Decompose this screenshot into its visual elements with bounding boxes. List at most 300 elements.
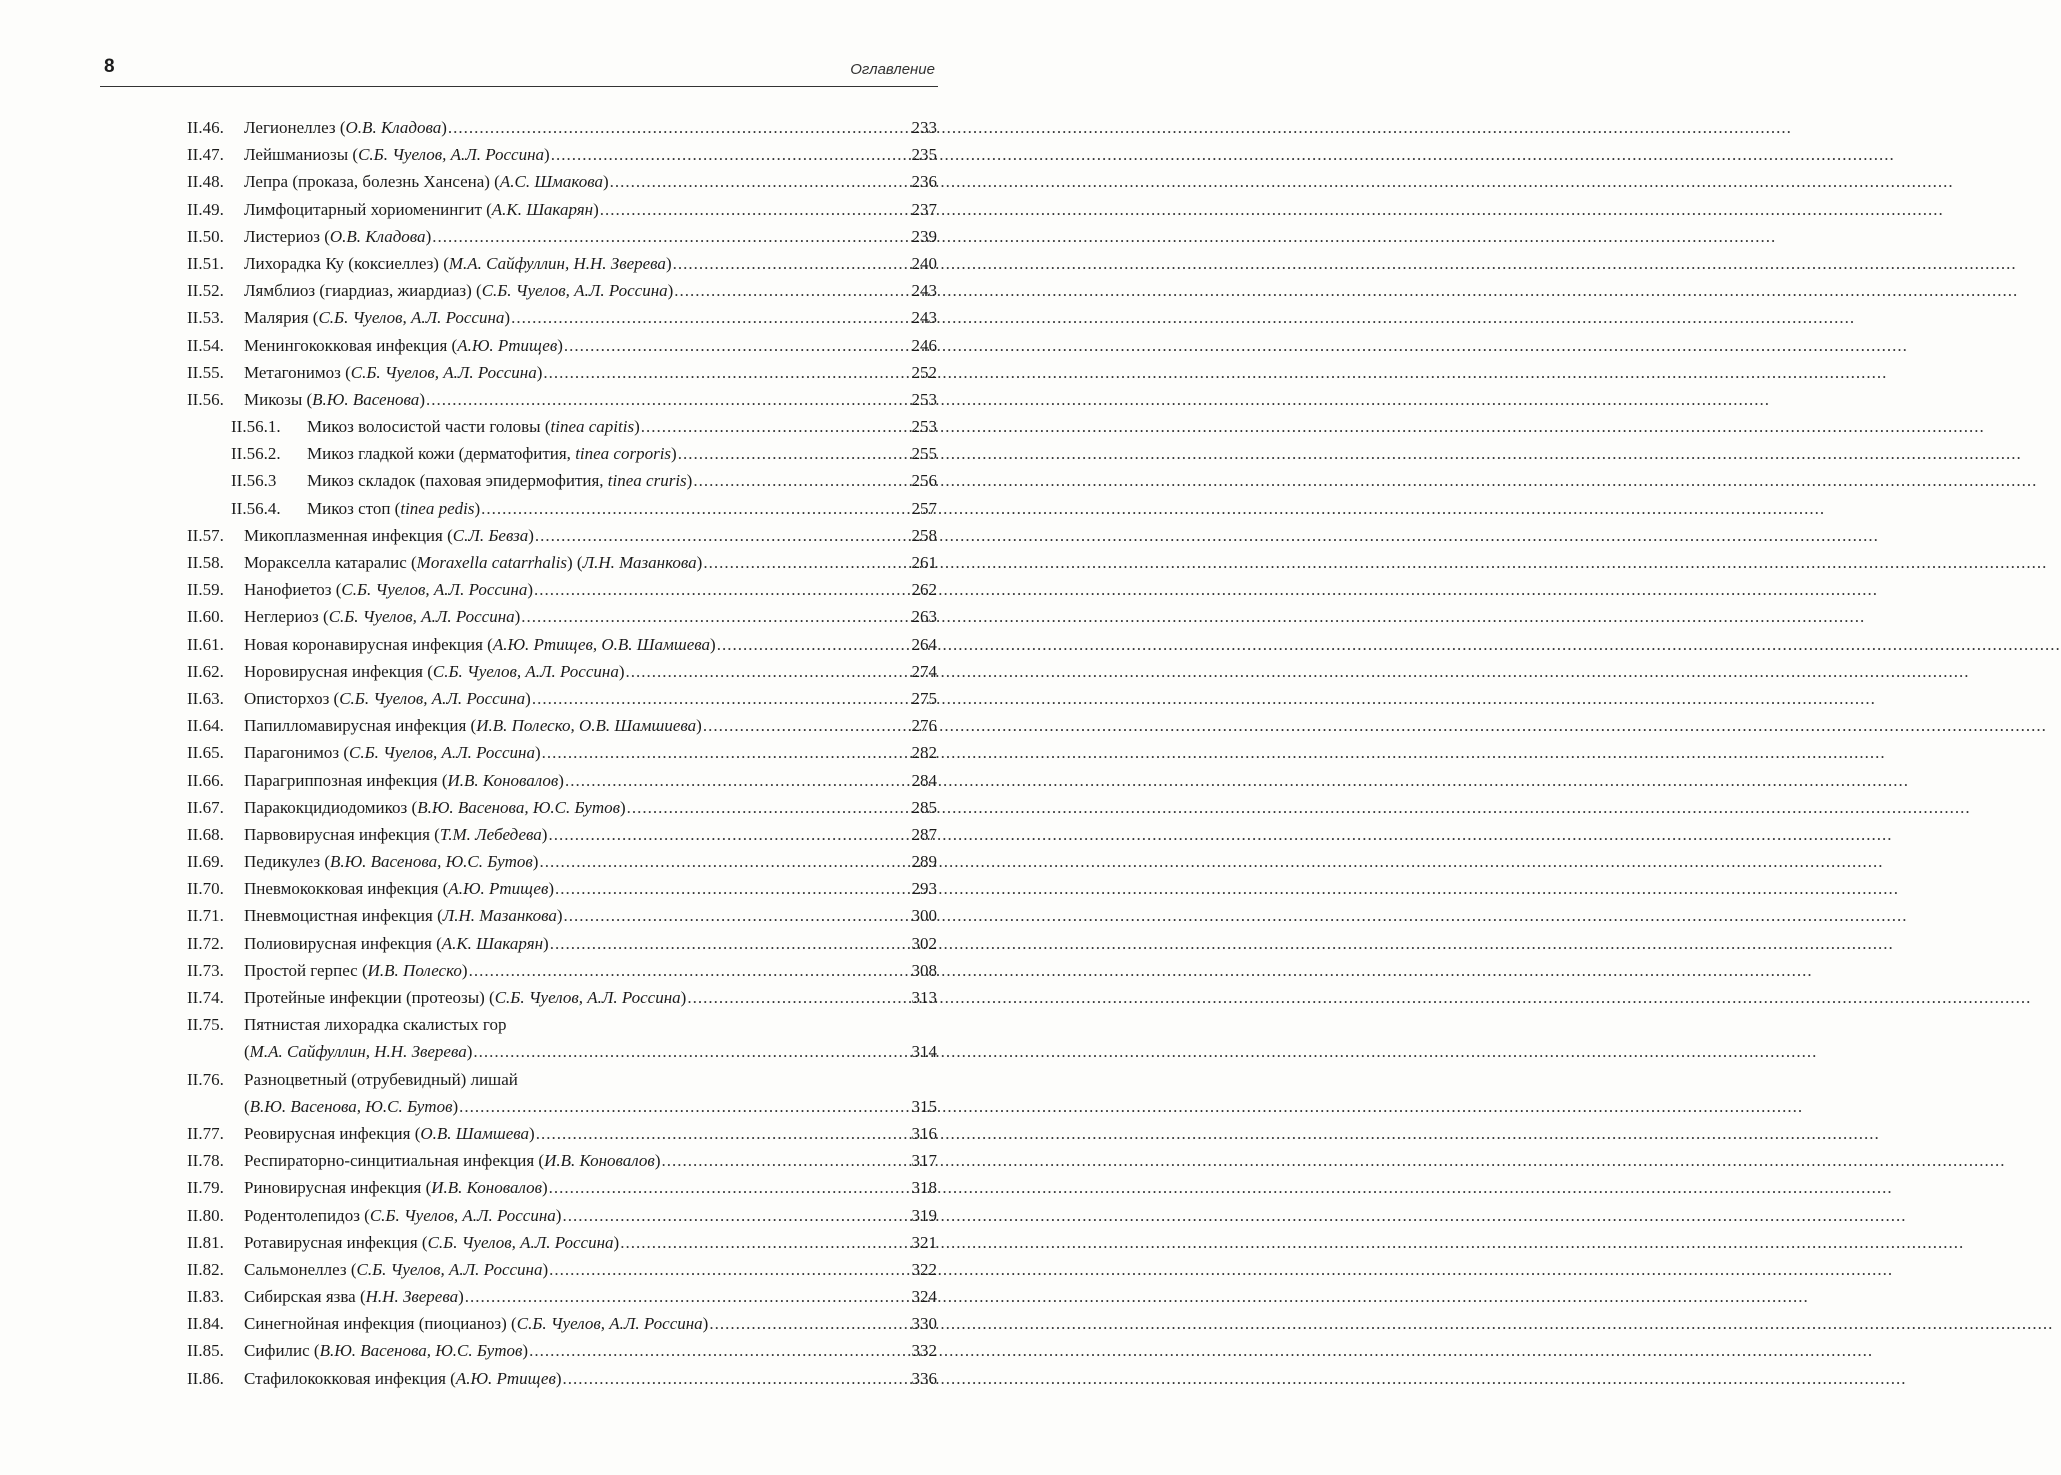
- entry-page-number: 330: [911, 1314, 937, 1334]
- close-paren: ): [504, 308, 511, 328]
- entry-title: [244, 332, 563, 359]
- entry-title: [244, 875, 554, 902]
- entry-author: О.В. Шамшева: [420, 1123, 530, 1143]
- entry-title-text: Стафилококковая инфекция (: [244, 1368, 456, 1388]
- entry-title: [244, 141, 550, 168]
- dot-leader: [610, 168, 911, 195]
- toc-entry[interactable]: [187, 1310, 937, 1337]
- entry-title-text: Синегнойная инфекция (пиоцианоз) (: [244, 1314, 517, 1334]
- entry-number: II.46.: [187, 118, 224, 137]
- entry-number: II.78.: [187, 1151, 224, 1171]
- entry-page-number: 314: [911, 1042, 937, 1062]
- dot-leader: [481, 495, 910, 522]
- entry-page-number: 256: [911, 471, 937, 491]
- entry-number: II.84.: [187, 1314, 224, 1334]
- toc-entry[interactable]: [187, 1229, 937, 1256]
- toc-entry[interactable]: [187, 141, 937, 168]
- entry-number: II.79.: [187, 1178, 224, 1198]
- close-paren: ): [541, 824, 548, 844]
- entry-author: С.Б. Чуелов, А.Л. Россина: [356, 1259, 543, 1279]
- entry-title-text: Педикулез (: [244, 852, 330, 872]
- dot-leader: [426, 386, 911, 413]
- entry-title-text: Пятнистая лихорадка скалистых гор: [244, 1015, 507, 1035]
- entry-page-number: 321: [911, 1232, 937, 1252]
- toc-entry[interactable]: [187, 1174, 937, 1201]
- entry-title-text: Протейные инфекции (протеозы) (: [244, 988, 495, 1007]
- entry-author: С.Б. Чуелов, А.Л. Россина: [494, 988, 681, 1007]
- toc-entry[interactable]: [187, 794, 937, 821]
- entry-author: С.Б. Чуелов, А.Л. Россина: [432, 661, 619, 681]
- toc-entry[interactable]: [187, 902, 937, 929]
- toc-line: [187, 1066, 937, 1093]
- toc-line: [187, 1229, 937, 1256]
- entry-page-number: 336: [911, 1368, 937, 1388]
- close-paren: ): [466, 1042, 473, 1062]
- dot-leader: [534, 576, 910, 603]
- toc-entry[interactable]: [187, 196, 937, 223]
- close-paren: ): [544, 145, 550, 165]
- entry-page-number: 246: [911, 335, 937, 355]
- entry-author: С.Б. Чуелов, А.Л. Россина: [369, 1205, 556, 1225]
- entry-page-number: 318: [911, 1178, 937, 1198]
- entry-number: II.81.: [187, 1232, 224, 1252]
- toc-line: [187, 332, 937, 359]
- entry-author: Н.Н. Зверева: [365, 1287, 459, 1307]
- dot-leader: [532, 685, 911, 712]
- entry-number: II.69.: [187, 852, 224, 872]
- entry-title: [244, 359, 542, 386]
- entry-title: [307, 495, 480, 522]
- dot-leader: [703, 549, 910, 576]
- entry-number: II.72.: [187, 933, 224, 953]
- toc-line: [187, 304, 937, 331]
- entry-title-text: Микоз стоп (: [307, 498, 401, 518]
- toc-entry[interactable]: [187, 1120, 937, 1147]
- toc-line: [187, 413, 937, 440]
- entry-author: tinea capitis: [550, 417, 635, 437]
- entry-number: II.51.: [187, 253, 224, 273]
- entry-title: [244, 794, 626, 821]
- entry-number: II.74.: [187, 988, 224, 1007]
- toc-entry[interactable]: [187, 767, 937, 794]
- entry-page-number: 332: [911, 1341, 937, 1361]
- toc-entry[interactable]: [187, 1011, 937, 1065]
- toc-entry[interactable]: [187, 332, 937, 359]
- entry-number: II.65.: [187, 743, 224, 763]
- entry-title: [244, 821, 547, 848]
- entry-title-text: Сифилис (: [244, 1341, 320, 1361]
- entry-page-number: 316: [911, 1123, 937, 1143]
- entry-page-number: 284: [911, 770, 937, 790]
- close-paren: ): [548, 879, 555, 899]
- entry-title: [244, 902, 563, 929]
- entry-page-number: 317: [911, 1151, 937, 1171]
- entry-page-number: 289: [911, 852, 937, 872]
- entry-title-text: Метагонимоз (: [244, 362, 351, 382]
- entry-title-text: Малярия (: [244, 308, 319, 328]
- entry-title-text: Норовирусная инфекция (: [244, 661, 433, 681]
- dot-leader: [564, 332, 911, 359]
- entry-number: II.56.1.: [231, 417, 281, 437]
- entry-number: II.56.2.: [231, 444, 281, 464]
- toc-line: [187, 1202, 937, 1229]
- page-number: 8: [104, 56, 115, 77]
- entry-title-text: Лямблиоз (гиардиаз, жиардиаз) (: [244, 281, 482, 301]
- dot-leader: [564, 902, 911, 929]
- toc-line: [187, 902, 937, 929]
- toc-line: [187, 114, 937, 141]
- toc-line: [187, 1256, 937, 1283]
- entry-title-text: Ротавирусная инфекция (: [244, 1232, 428, 1252]
- entry-title-text: Микоз волосистой части головы (: [307, 417, 551, 437]
- entry-page-number: 263: [911, 607, 937, 627]
- toc-line: [187, 549, 937, 576]
- entry-number: II.49.: [187, 199, 224, 219]
- toc-entry[interactable]: [187, 603, 937, 630]
- entry-page-number: 287: [911, 824, 937, 844]
- entry-author: С.Б. Чуелов, А.Л. Россина: [328, 607, 515, 627]
- toc-entry[interactable]: [187, 1202, 937, 1229]
- entry-title-text: Парагонимоз (: [244, 743, 349, 763]
- entry-title: [244, 1066, 518, 1093]
- entry-title-text: Микоплазменная инфекция (: [244, 525, 453, 545]
- entry-number: II.83.: [187, 1287, 224, 1307]
- toc-line: [187, 522, 937, 549]
- entry-title-text: Новая коронавирусная инфекция (: [244, 634, 493, 654]
- toc-entry[interactable]: [187, 304, 937, 331]
- entry-author: В.Ю. Васенова, Ю.С. Бутов: [329, 852, 533, 872]
- entry-number: II.80.: [187, 1205, 224, 1225]
- toc-subentry[interactable]: [187, 467, 937, 494]
- toc-entry[interactable]: [187, 658, 937, 685]
- close-paren: ): [536, 362, 543, 382]
- close-paren: ): [665, 253, 672, 273]
- close-paren: ): [555, 1368, 562, 1388]
- toc-line: [187, 930, 937, 957]
- entry-title: [244, 930, 549, 957]
- entry-number: II.57.: [187, 525, 224, 545]
- entry-page-number: 293: [911, 879, 937, 899]
- entry-title-text: Простой герпес (: [244, 960, 368, 980]
- dot-leader: [600, 196, 911, 223]
- dot-leader: [661, 1147, 910, 1174]
- entry-title: [244, 223, 431, 250]
- entry-author-2: Л.Н. Мазанкова: [582, 553, 697, 572]
- dot-leader: [562, 1202, 910, 1229]
- toc-line: [187, 739, 937, 766]
- table-of-contents: [187, 114, 937, 1392]
- entry-author: В.Ю. Васенова, Ю.С. Бутов: [417, 797, 620, 817]
- entry-page-number: 308: [911, 960, 937, 980]
- entry-author: А.Ю. Ртищев: [455, 1368, 556, 1388]
- dot-leader: [550, 930, 911, 957]
- entry-author: М.А. Сайфуллин, Н.Н. Зверева: [249, 1042, 467, 1062]
- entry-title-text: Микоз складок (паховая эпидермофития,: [307, 471, 608, 491]
- entry-author-block: [244, 1038, 472, 1065]
- entry-title-text: Реовирусная инфекция (: [244, 1123, 421, 1143]
- dot-leader: [620, 1229, 910, 1256]
- entry-number: II.68.: [187, 824, 224, 844]
- toc-entry[interactable]: [187, 1337, 937, 1364]
- toc-entry[interactable]: [187, 114, 937, 141]
- entry-author: С.Б. Чуелов, А.Л. Россина: [358, 145, 545, 165]
- dot-leader: [674, 277, 910, 304]
- toc-line: [187, 1174, 937, 1201]
- entry-page-number: 282: [911, 743, 937, 763]
- entry-page-number: 253: [911, 389, 937, 409]
- dot-leader: [543, 359, 910, 386]
- close-paren: ) (: [566, 553, 583, 572]
- entry-author: С.Л. Бевза: [452, 525, 529, 545]
- running-title: Оглавление: [850, 61, 935, 78]
- entry-author: И.В. Коновалов: [447, 770, 559, 790]
- close-paren: ): [543, 933, 549, 953]
- close-paren: ): [542, 1259, 549, 1279]
- entry-title: [244, 549, 702, 576]
- entry-number: II.48.: [187, 172, 224, 192]
- dot-leader: [536, 1120, 911, 1147]
- toc-entry[interactable]: [187, 957, 937, 984]
- entry-page-number: 274: [911, 661, 937, 681]
- close-paren: ): [474, 498, 481, 518]
- entry-number: II.70.: [187, 879, 224, 899]
- entry-title: [244, 1174, 548, 1201]
- entry-title: [244, 685, 531, 712]
- toc-line: [187, 1147, 937, 1174]
- toc-line: [187, 223, 937, 250]
- toc-line: [187, 1365, 937, 1392]
- toc-entry[interactable]: [187, 685, 937, 712]
- entry-title: [244, 603, 520, 630]
- dot-leader: [473, 1038, 910, 1065]
- entry-title: [244, 1337, 528, 1364]
- entry-author: tinea cruris: [607, 471, 687, 491]
- entry-author: С.Б. Чуелов, А.Л. Россина: [339, 688, 526, 708]
- dot-leader: [626, 658, 911, 685]
- entry-page-number: 262: [911, 580, 937, 600]
- toc-line-continuation: [187, 1093, 937, 1120]
- entry-author: Т.М. Лебедева: [439, 824, 542, 844]
- toc-entry[interactable]: [187, 821, 937, 848]
- toc-line: [187, 1011, 937, 1038]
- entry-number: II.55.: [187, 362, 224, 382]
- entry-title: [244, 168, 609, 195]
- entry-author: А.Ю. Ртищев: [448, 879, 549, 899]
- entry-title: [244, 848, 538, 875]
- toc-entry[interactable]: [187, 576, 937, 603]
- entry-author: А.Ю. Ртищев, О.В. Шамшева: [492, 634, 711, 654]
- dot-leader: [687, 984, 910, 1011]
- toc-line: [187, 767, 937, 794]
- close-paren: ): [461, 960, 468, 980]
- toc-subentry[interactable]: [187, 413, 937, 440]
- entry-title-text: Неглериоз (: [244, 607, 329, 627]
- close-paren: ): [425, 226, 432, 246]
- toc-entry[interactable]: [187, 359, 937, 386]
- dot-leader: [693, 467, 910, 494]
- open-paren: (: [244, 1096, 250, 1116]
- entry-title: [244, 576, 533, 603]
- toc-line: [187, 794, 937, 821]
- close-paren: ): [542, 1178, 548, 1198]
- close-paren: ): [557, 335, 563, 355]
- toc-line: [187, 1337, 937, 1364]
- entry-title: [244, 114, 447, 141]
- toc-entry[interactable]: [187, 1365, 937, 1392]
- toc-entry[interactable]: [187, 1283, 937, 1310]
- entry-number: II.85.: [187, 1341, 224, 1361]
- entry-title-text: Парагриппозная инфекция (: [244, 770, 448, 790]
- entry-title: [244, 631, 716, 658]
- entry-title-text: Нанофиетоз (: [244, 580, 342, 600]
- dot-leader: [709, 1310, 910, 1337]
- dot-leader: [551, 141, 911, 168]
- dot-leader: [535, 522, 911, 549]
- toc-entry[interactable]: [187, 848, 937, 875]
- entry-title-text: Лимфоцитарный хориоменингит (: [244, 199, 492, 219]
- entry-number: II.63.: [187, 688, 224, 708]
- toc-line: [187, 957, 937, 984]
- entry-title: [244, 1365, 562, 1392]
- toc-entry[interactable]: [187, 712, 937, 739]
- close-paren: ): [522, 1341, 529, 1361]
- toc-line: [187, 658, 937, 685]
- toc-entry[interactable]: [187, 168, 937, 195]
- entry-page-number: 233: [911, 118, 937, 137]
- toc-entry[interactable]: [187, 631, 937, 658]
- dot-leader: [678, 440, 911, 467]
- close-paren: ): [532, 852, 539, 872]
- close-paren: ): [534, 743, 541, 763]
- toc-entry[interactable]: [187, 739, 937, 766]
- entry-title-text: Микозы (: [244, 389, 313, 409]
- header-rule: [100, 86, 938, 87]
- entry-title: [244, 712, 702, 739]
- entry-title: [244, 277, 673, 304]
- entry-page-number: 239: [911, 226, 937, 246]
- close-paren: ): [634, 417, 640, 437]
- close-paren: ): [555, 1205, 562, 1225]
- entry-number: II.56.4.: [231, 498, 281, 518]
- entry-title-text: Разноцветный (отрубевидный) лишай: [244, 1069, 518, 1089]
- dot-leader: [549, 1256, 910, 1283]
- entry-number: II.56.: [187, 389, 224, 409]
- entry-title-text: Папилломавирусная инфекция (: [244, 716, 477, 736]
- dot-leader: [641, 413, 911, 440]
- entry-author: Л.Н. Мазанкова: [442, 906, 557, 926]
- toc-entry[interactable]: [187, 1256, 937, 1283]
- close-paren: ): [458, 1287, 464, 1307]
- entry-page-number: 258: [911, 525, 937, 545]
- entry-page-number: 243: [911, 308, 937, 328]
- dot-leader: [459, 1093, 910, 1120]
- entry-page-number: 302: [911, 933, 937, 953]
- entry-number: II.58.: [187, 553, 224, 572]
- entry-author: И.В. Полеско, О.В. Шамшиева: [476, 716, 697, 736]
- close-paren: ): [702, 1314, 709, 1334]
- dot-leader: [529, 1337, 910, 1364]
- entry-number: II.53.: [187, 308, 224, 328]
- entry-number: II.67.: [187, 797, 224, 817]
- entry-author: И.В. Полеско: [367, 960, 462, 980]
- entry-author: О.В. Кладова: [345, 118, 442, 137]
- entry-title-text: Описторхоз (: [244, 688, 340, 708]
- entry-title-text: Лейшманиозы (: [244, 145, 359, 165]
- entry-author: С.Б. Чуелов, А.Л. Россина: [481, 281, 668, 301]
- toc-line: [187, 875, 937, 902]
- entry-number: II.71.: [187, 906, 224, 926]
- dot-leader: [469, 957, 911, 984]
- toc-subentry[interactable]: [187, 495, 937, 522]
- entry-title: [244, 522, 534, 549]
- close-paren: ): [654, 1151, 661, 1171]
- toc-entry[interactable]: [187, 875, 937, 902]
- entry-page-number: 322: [911, 1259, 937, 1279]
- entry-title-text: Сибирская язва (: [244, 1287, 366, 1307]
- entry-page-number: 252: [911, 362, 937, 382]
- toc-subentry[interactable]: [187, 440, 937, 467]
- close-paren: ): [556, 906, 563, 926]
- entry-title: [307, 440, 677, 467]
- toc-entry[interactable]: [187, 549, 937, 576]
- toc-entry[interactable]: [187, 386, 937, 413]
- open-paren: (: [244, 1042, 250, 1062]
- toc-entry[interactable]: [187, 1066, 937, 1120]
- entry-title: [244, 1202, 561, 1229]
- dot-leader: [627, 794, 911, 821]
- entry-title-text: Моракселла катаралис (: [244, 553, 417, 572]
- toc-entry[interactable]: [187, 277, 937, 304]
- entry-page-number: 276: [911, 716, 937, 736]
- close-paren: ): [671, 444, 677, 464]
- entry-author: tinea corporis: [575, 444, 672, 464]
- entry-page-number: 315: [911, 1096, 937, 1116]
- entry-title-text: Родентолепидоз (: [244, 1205, 370, 1225]
- toc-entry[interactable]: [187, 1147, 937, 1174]
- entry-title-text: Паракокцидиодомикоз (: [244, 797, 418, 817]
- close-paren: ): [618, 661, 625, 681]
- close-paren: ): [528, 525, 534, 545]
- entry-title: [307, 467, 692, 494]
- entry-page-number: 237: [911, 199, 937, 219]
- entry-page-number: 275: [911, 688, 937, 708]
- entry-author: С.Б. Чуелов, А.Л. Россина: [516, 1314, 703, 1334]
- entry-number: II.61.: [187, 634, 224, 654]
- toc-entry[interactable]: [187, 930, 937, 957]
- entry-title: [244, 1283, 464, 1310]
- entry-author: А.К. Шакарян: [491, 199, 594, 219]
- toc-entry[interactable]: [187, 250, 937, 277]
- close-paren: ): [710, 634, 716, 654]
- toc-line: [187, 603, 937, 630]
- dot-leader: [465, 1283, 911, 1310]
- entry-number: II.59.: [187, 580, 224, 600]
- toc-line: [187, 277, 937, 304]
- entry-number: II.50.: [187, 226, 224, 246]
- entry-author: tinea pedis: [400, 498, 475, 518]
- entry-title-text: Листериоз (: [244, 226, 330, 246]
- entry-page-number: 319: [911, 1205, 937, 1225]
- toc-entry[interactable]: [187, 984, 937, 1011]
- entry-number: II.62.: [187, 661, 224, 681]
- entry-title: [244, 1310, 708, 1337]
- entry-author: В.Ю. Васенова: [312, 389, 420, 409]
- entry-author: А.С. Шмакова: [499, 172, 603, 192]
- toc-entry[interactable]: [187, 522, 937, 549]
- dot-leader: [539, 848, 910, 875]
- entry-number: II.56.3: [231, 471, 277, 491]
- toc-entry[interactable]: [187, 223, 937, 250]
